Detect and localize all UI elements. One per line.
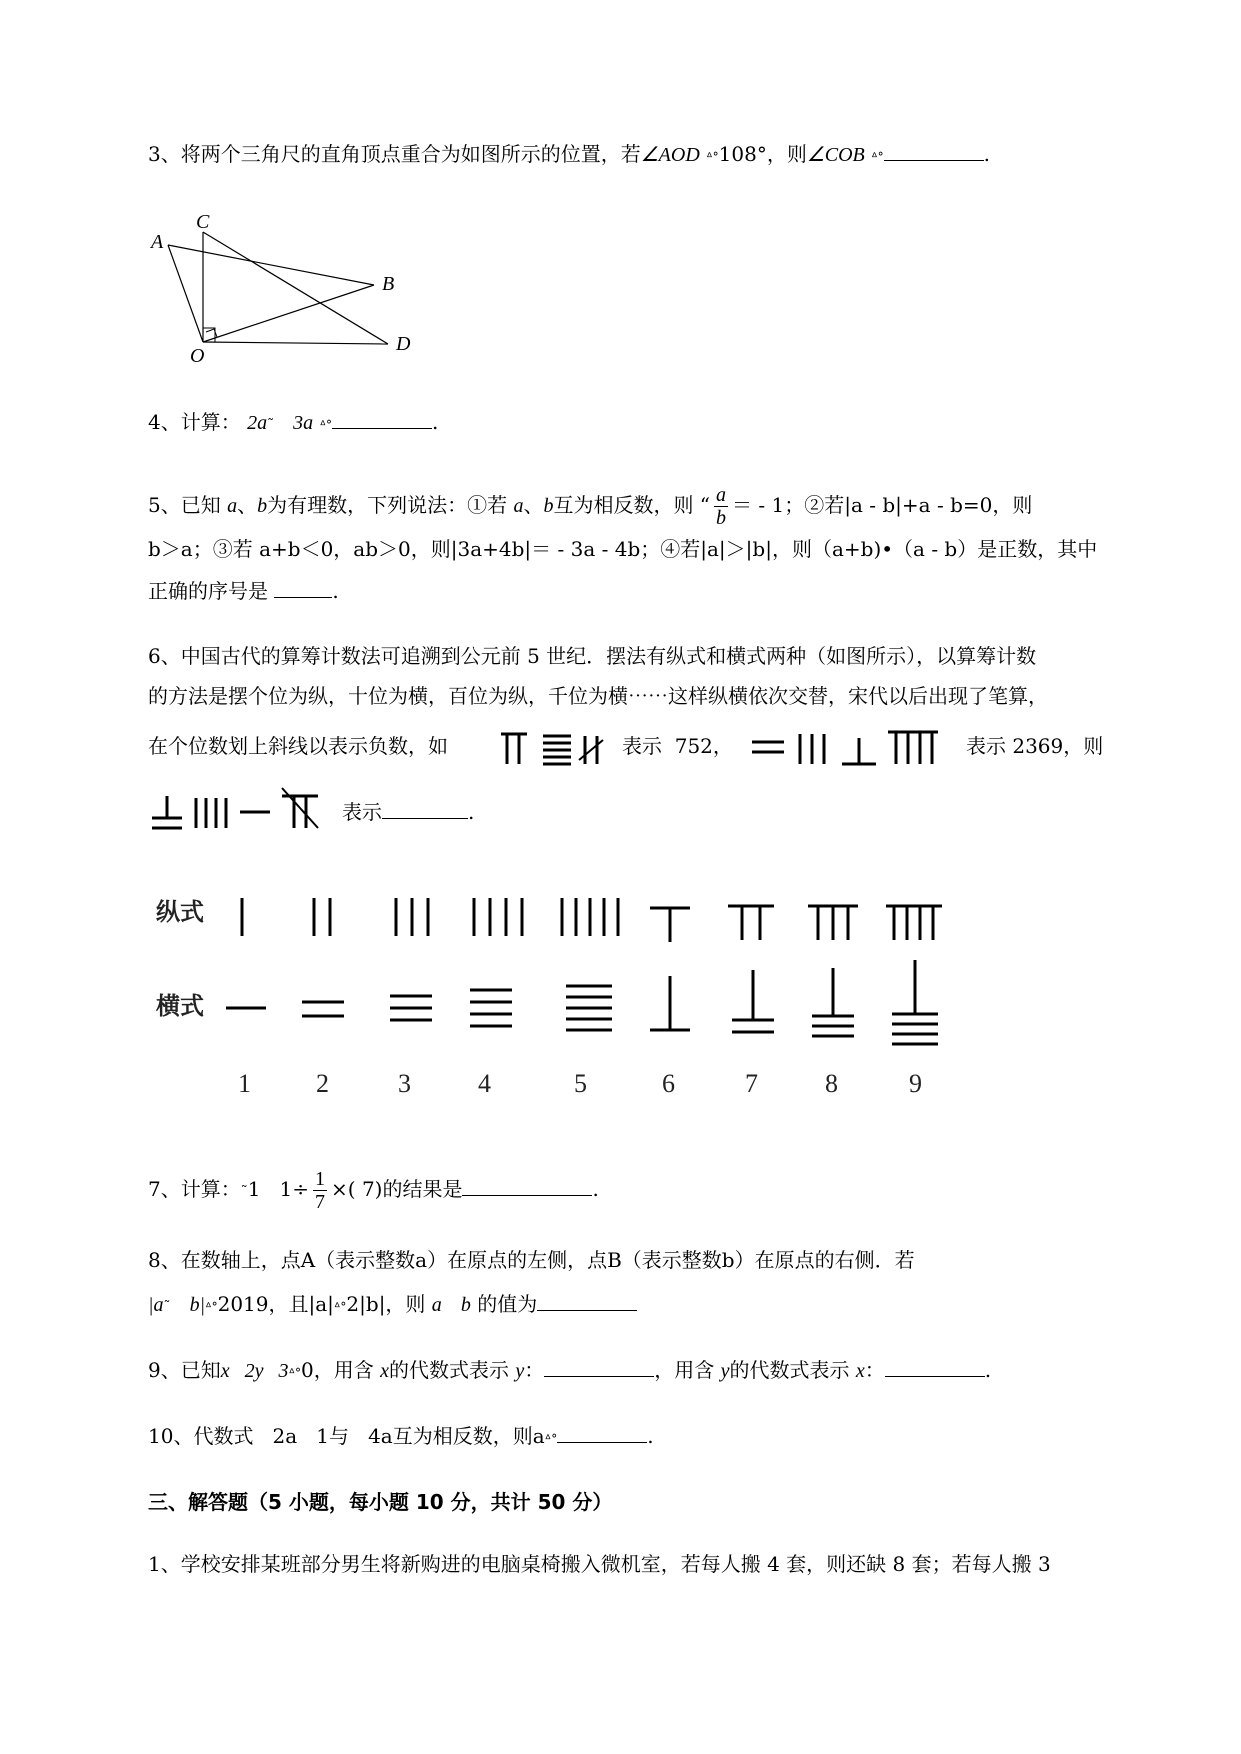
question-6-line-4 (342, 798, 474, 826)
q4-text: 4、计算： (148, 410, 241, 434)
q4-expr-2: 3a (293, 412, 314, 434)
q5-frac-den: b (716, 507, 727, 529)
horizontal-7 (732, 970, 774, 1032)
digit-5: 5 (574, 1069, 587, 1098)
question-6-line-1: 6、中国古代的算筹计数法可追溯到公元前 5 世纪．摆法有纵式和横式两种（如图所示），以算筹计数 (148, 644, 1037, 668)
vertical-5 (562, 898, 618, 936)
digit-2: 2 (316, 1069, 329, 1098)
q7-fraction (313, 1168, 327, 1213)
q7-expr-b: ×( (331, 1177, 356, 1201)
vertical-8 (808, 906, 858, 940)
question-5-line-1: 5、已知 a、b为有理数，下列说法：①若 a、b互为相反数，则 “ $\frac{a}{b}$ ＝ - 1；②若|a - b|+a - b=0，则 (148, 484, 1033, 529)
question-4: 4、计算： 2a˜ 3a ᐞ° . (148, 410, 439, 434)
q7-text-b: 的结果是 (382, 1177, 463, 1201)
q9-end: . (984, 1358, 992, 1382)
digit-7: 7 (745, 1069, 758, 1098)
horizontal-5 (566, 986, 612, 1030)
label-A: A (151, 231, 164, 253)
q6-label-2369 (966, 732, 1103, 760)
label-C: C (196, 211, 210, 233)
q9-answer-blank-1[interactable] (544, 1358, 654, 1377)
q8-var-a: a (431, 1294, 442, 1316)
q9-answer-blank-2[interactable] (885, 1358, 985, 1377)
q6-text-c: ， (712, 734, 733, 758)
horizontal-2 (302, 1002, 344, 1016)
vertical-3 (396, 898, 428, 936)
q6-num-2369: 2369 (1012, 734, 1064, 758)
question-9: 9、已知x 2y 3ᐞ°0，用含 x的代数式表示 y： ，用含 y的代数式表示 x： . (148, 1358, 992, 1382)
q7-expr-c: 7) (361, 1177, 383, 1201)
q3-angle-aod: ∠AOD (640, 144, 700, 166)
vertical-2 (314, 898, 330, 936)
q3-angle-value: 108° (718, 142, 767, 166)
q3-angle-cob: ∠COB (806, 144, 865, 166)
q9-text-c: 的代数式表示 (389, 1358, 509, 1382)
horizontal-9 (892, 960, 938, 1044)
q9-text-e: ，用含 (654, 1358, 715, 1382)
label-B: B (382, 273, 395, 295)
question-5-line-3 (148, 577, 339, 605)
q6-text-e: ，则 (1063, 734, 1104, 758)
q3-text-b: ，则 (766, 142, 807, 166)
q9-var-y-2: y (720, 1360, 730, 1382)
q10-var: a (532, 1424, 545, 1448)
label-D: D (396, 333, 411, 355)
question-8-line-2: |a˜ b|ᐞ°2019，且|a|ᐞ°2|b|，则 a b 的值为 (148, 1290, 637, 1321)
horizontal-3 (390, 996, 432, 1020)
q7-frac-num: 1 (315, 1168, 326, 1190)
row-label-vertical: 纵式 (156, 898, 204, 926)
q6-text-line4: 表示 (342, 800, 382, 824)
q9-expr: x 2y 3 (220, 1360, 289, 1382)
horizontal-8 (812, 968, 854, 1036)
q5-var-a-2: a (513, 495, 524, 517)
q10-expr-2: 4a (368, 1424, 393, 1448)
q4-answer-blank[interactable] (332, 410, 432, 429)
q6-answer-blank[interactable] (382, 800, 468, 819)
q10-text-b: 互为相反数，则 (392, 1424, 533, 1448)
q8-text-g: 的值为 (477, 1292, 538, 1316)
q6-text-d: 表示 (966, 734, 1006, 758)
rods-question (148, 784, 328, 832)
q7-frac-den: 7 (315, 1191, 326, 1213)
q8-expr-b: b| (189, 1294, 206, 1316)
q5-var-a: a (227, 495, 238, 517)
question-6-line-2: 的方法是摆个位为纵，十位为横，百位为纵，千位为横⋯⋯这样纵横依次交替，宋代以后出现了笔算， (148, 684, 1048, 708)
q8-text-d: 2|b|，则 (346, 1292, 426, 1316)
digit-6: 6 (662, 1069, 675, 1098)
q4-end: . (432, 410, 439, 434)
q4-expr-1: 2a (247, 412, 268, 434)
q6-text-a: 在个位数划上斜线以表示负数，如 (148, 734, 448, 758)
q7-expr-a: 1 (279, 1177, 293, 1201)
q5-var-b: b (257, 495, 268, 517)
triangle-figure (148, 210, 438, 370)
vertical-6 (650, 908, 690, 942)
q5-var-b-2: b (543, 495, 554, 517)
digit-3: 3 (398, 1069, 411, 1098)
q6-num-752: 752 (674, 734, 713, 758)
q8-text-c: 2019，且|a| (217, 1292, 334, 1316)
q9-text-b: ，用含 (313, 1358, 374, 1382)
q6-text-b: 表示 (622, 734, 662, 758)
q10-mid: 1与 (316, 1424, 349, 1448)
q5-end: . (332, 579, 339, 603)
q8-var-b: b (460, 1294, 471, 1316)
question-10: 10、代数式 2a 1与 4a互为相反数，则aᐞ° . (148, 1424, 654, 1448)
q6-label-752 (622, 732, 733, 760)
q10-end: . (647, 1424, 654, 1448)
q10-answer-blank[interactable] (557, 1424, 647, 1443)
q9-var-x: x (380, 1360, 389, 1382)
q3-answer-blank[interactable] (884, 142, 984, 161)
section-3-heading: 三、解答题（5 小题，每小题 10 分，共计 50 分） (148, 1490, 613, 1514)
digit-4: 4 (478, 1069, 491, 1098)
q3-end: . (983, 142, 991, 166)
digit-9: 9 (909, 1069, 922, 1098)
horizontal-4 (470, 990, 512, 1026)
vertical-4 (474, 898, 522, 936)
q9-var-y: y (515, 1360, 525, 1382)
q8-answer-blank[interactable] (537, 1292, 637, 1311)
question-3: 3、将两个三角尺的直角顶点重合为如图所示的位置，若∠AOD ᐞ°108°，则∠COB ᐞ° . (148, 142, 991, 166)
question-7: 7、计算：˜1 1÷ $\frac{1}{7}$ ×( 7)的结果是 . (148, 1168, 599, 1213)
horizontal-6 (650, 976, 690, 1030)
q10-expr-1: 2a (272, 1424, 298, 1448)
q5-text-d: ＝ - 1；②若|a - b|+a - b=0，则 (732, 493, 1033, 517)
question-5-line-2: b＞a；③若 a+b＜0，ab＞0，则|3a+4b|＝ - 3a - 4b；④若|a|＞|b|，则（a+b)•（a - b）是正数，其中 (148, 537, 1098, 561)
q5-text-b: 为有理数，下列说法：①若 (267, 493, 508, 517)
q5-fraction (714, 484, 728, 529)
vertical-9 (886, 906, 942, 940)
q7-end: . (592, 1177, 599, 1201)
rods-2369 (748, 728, 948, 768)
q5-frac-num: a (716, 484, 727, 506)
q6-end: . (468, 800, 475, 824)
q7-answer-blank[interactable] (462, 1177, 592, 1196)
q5-sep: 、 (237, 493, 258, 517)
digit-8: 8 (825, 1069, 838, 1098)
q10-text-a: 10、代数式 (148, 1424, 254, 1448)
problem-1: 1、学校安排某班部分男生将新购进的电脑桌椅搬入微机室，若每人搬 4 套，则还缺 8 套；若每人搬 3 (148, 1552, 1051, 1576)
q9-text-f: 的代数式表示 (729, 1358, 850, 1382)
digit-1: 1 (238, 1069, 251, 1098)
q8-expr-a: |a (148, 1294, 164, 1316)
q5-text-c: 互为相反数，则 “ (553, 493, 711, 517)
row-label-horizontal: 横式 (156, 992, 204, 1020)
q9-var-x-2: x (855, 1360, 865, 1382)
q3-text: 3、将两个三角尺的直角顶点重合为如图所示的位置，若 (148, 142, 641, 166)
q5-text-line3: 正确的序号是 (148, 579, 268, 603)
vertical-7 (728, 906, 774, 940)
rods-752 (497, 730, 607, 768)
q9-eq: 0 (301, 1358, 314, 1382)
counting-rods-table (148, 870, 968, 1110)
q7-text: 7、计算： (148, 1177, 241, 1201)
q9-text-g: ： (864, 1358, 885, 1382)
q5-text-a: 5、已知 (148, 493, 221, 517)
question-6-line-3 (148, 732, 448, 760)
q9-text-d: ： (524, 1358, 545, 1382)
q5-answer-blank[interactable] (274, 579, 332, 598)
question-8-line-1: 8、在数轴上，点A（表示整数a）在原点的左侧，点B（表示整数b）在原点的右侧．若 (148, 1248, 915, 1272)
label-O: O (190, 345, 205, 367)
q9-text-a: 9、已知 (148, 1358, 221, 1382)
